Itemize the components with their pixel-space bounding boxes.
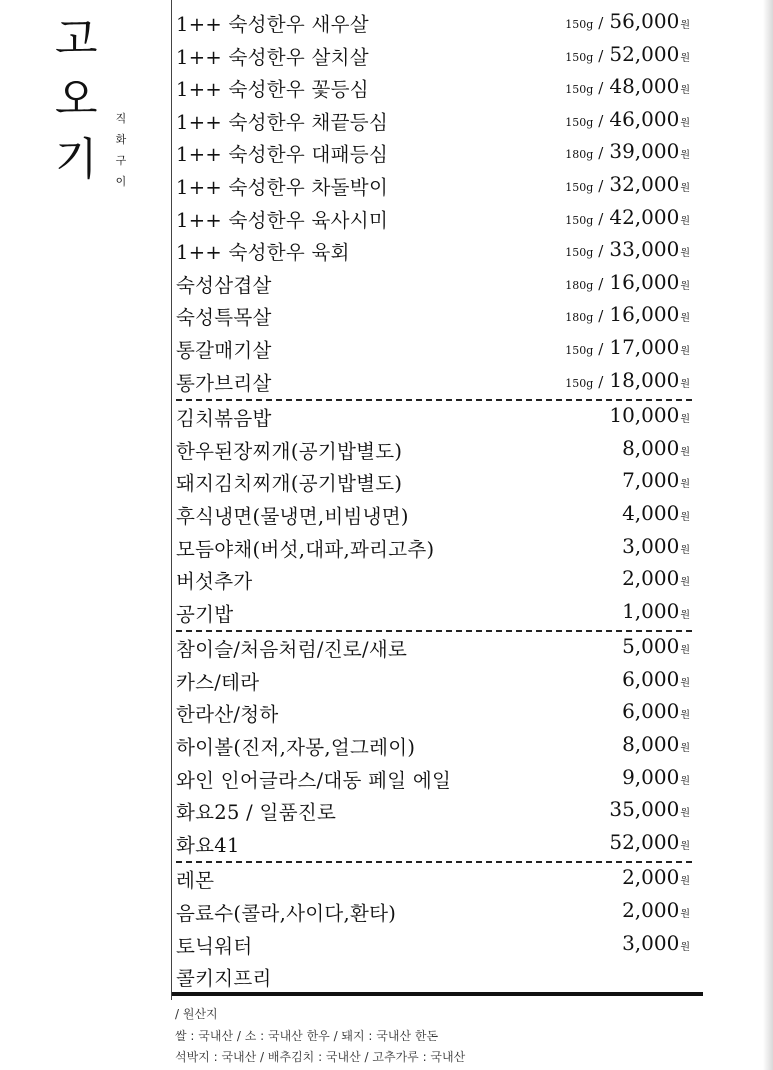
menu-item xyxy=(176,7,692,40)
menu-item-price-box xyxy=(565,139,690,163)
menu-item-price: 2,000 xyxy=(622,865,680,890)
currency-unit: 원 xyxy=(680,85,690,97)
subtitle-char: 이 xyxy=(115,175,127,188)
menu-item xyxy=(176,170,692,203)
menu-item-price: 5,000 xyxy=(622,634,680,659)
origin-heading: / 원산지 xyxy=(175,1007,218,1021)
menu-item-price-box xyxy=(565,335,690,359)
menu-item xyxy=(176,896,692,929)
currency-unit: 원 xyxy=(680,876,690,888)
origin-info xyxy=(175,1004,735,1069)
menu-item xyxy=(176,434,692,467)
menu-item-price: 17,000 xyxy=(609,334,680,359)
menu-item xyxy=(176,105,692,138)
menu-section xyxy=(176,7,692,398)
weight-separator: / xyxy=(598,274,604,293)
menu-item-name: 후식냉면(물냉면,비빔냉면) xyxy=(176,504,409,528)
menu-item-name: 와인 인어글라스/대동 페일 에일 xyxy=(176,768,452,792)
currency-unit: 원 xyxy=(680,544,690,556)
menu-item-price: 52,000 xyxy=(609,41,680,66)
menu-item-price-box xyxy=(622,732,690,756)
menu-item-name: 1++ 숙성한우 육회 xyxy=(176,241,350,265)
menu-item-price-box xyxy=(622,898,690,922)
menu-item-name: 모듬야채(버섯,대파,꽈리고추) xyxy=(176,537,435,561)
menu-item-weight: 150g xyxy=(565,18,594,31)
menu-item-price-box xyxy=(609,830,690,854)
menu-item xyxy=(176,597,692,630)
menu-item-name: 토닉워터 xyxy=(176,934,253,958)
menu-item-name: 숙성특목살 xyxy=(176,306,272,330)
currency-unit: 원 xyxy=(680,743,690,755)
menu-item xyxy=(176,268,692,301)
title-char: 기 xyxy=(55,134,98,185)
currency-unit: 원 xyxy=(680,280,690,292)
menu-item-price: 52,000 xyxy=(609,829,680,854)
menu-item-weight: 150g xyxy=(565,343,594,357)
menu-section xyxy=(176,863,692,993)
menu-item-name: 김치볶음밥 xyxy=(176,407,272,431)
menu-item-name: 돼지김치찌개(공기밥별도) xyxy=(176,472,403,496)
menu-item-price: 2,000 xyxy=(622,898,680,923)
currency-unit: 원 xyxy=(680,808,690,820)
menu-item xyxy=(176,828,692,861)
footer-divider xyxy=(172,992,703,996)
menu-item xyxy=(176,300,692,333)
restaurant-title xyxy=(55,10,105,190)
vertical-divider xyxy=(171,0,172,1000)
weight-separator: / xyxy=(598,46,604,65)
menu-item xyxy=(176,401,692,434)
menu-item-price: 6,000 xyxy=(622,699,680,724)
menu-item xyxy=(176,235,692,268)
menu-item-price-box xyxy=(622,765,690,789)
currency-unit: 원 xyxy=(680,677,690,689)
menu-item xyxy=(176,697,692,730)
currency-unit: 원 xyxy=(680,941,690,953)
menu-item-price-box xyxy=(622,865,690,889)
menu-item-name: 음료수(콜라,사이다,환타) xyxy=(176,902,397,926)
menu-item-name: 통갈매기살 xyxy=(176,338,272,362)
menu-item-price: 32,000 xyxy=(609,171,680,196)
menu-item-weight: 150g xyxy=(565,83,594,97)
menu-item-price: 9,000 xyxy=(622,764,680,789)
currency-unit: 원 xyxy=(680,414,690,426)
menu-item-price: 46,000 xyxy=(609,106,680,131)
menu-item-name: 1++ 숙성한우 채끝등심 xyxy=(176,110,389,134)
weight-separator: / xyxy=(598,144,604,163)
menu-item-price: 2,000 xyxy=(622,566,680,591)
currency-unit: 원 xyxy=(680,577,690,589)
menu-item xyxy=(176,863,692,896)
menu-item xyxy=(176,466,692,499)
weight-separator: / xyxy=(598,14,604,32)
currency-unit: 원 xyxy=(680,215,690,227)
menu-item-name: 한라산/청하 xyxy=(176,703,279,727)
menu-item xyxy=(176,499,692,532)
menu-item xyxy=(176,795,692,828)
subtitle-char: 화 xyxy=(115,133,127,146)
menu-item-price-box xyxy=(565,270,690,294)
menu-item-price-box xyxy=(565,107,690,131)
menu-item xyxy=(176,929,692,962)
menu-item-price: 1,000 xyxy=(622,598,680,623)
menu-item-price: 16,000 xyxy=(609,269,680,294)
menu-list xyxy=(176,7,692,994)
title-char: 오 xyxy=(55,74,98,125)
menu-section xyxy=(176,632,692,860)
currency-unit: 원 xyxy=(680,909,690,921)
currency-unit: 원 xyxy=(680,182,690,194)
menu-item-price-box xyxy=(622,931,690,955)
currency-unit: 원 xyxy=(680,840,690,852)
menu-item-price-box xyxy=(565,42,690,66)
menu-item-name: 한우된장찌개(공기밥별도) xyxy=(176,439,403,463)
weight-separator: / xyxy=(598,242,604,261)
subtitle-char: 직 xyxy=(115,112,127,125)
menu-item-weight: 150g xyxy=(565,50,594,64)
menu-item-price: 18,000 xyxy=(609,367,680,392)
menu-item-price-box xyxy=(565,302,690,326)
weight-separator: / xyxy=(598,372,604,391)
menu-item-name: 화요25 / 일품진로 xyxy=(176,801,337,825)
menu-item-price-box xyxy=(609,797,690,821)
menu-item-price: 3,000 xyxy=(622,533,680,558)
menu-item-weight: 180g xyxy=(565,278,594,292)
menu-item-price-box xyxy=(565,237,690,261)
menu-item-price: 39,000 xyxy=(609,139,680,164)
menu-item-name: 카스/테라 xyxy=(176,670,260,694)
title-char: 고 xyxy=(55,14,98,65)
menu-item-price: 42,000 xyxy=(609,204,680,229)
menu-item-price: 7,000 xyxy=(622,468,680,493)
menu-item xyxy=(176,40,692,73)
menu-item-name: 통가브리살 xyxy=(176,371,272,395)
currency-unit: 원 xyxy=(680,378,690,390)
menu-item-price-box xyxy=(622,599,690,623)
currency-unit: 원 xyxy=(680,52,690,64)
menu-item xyxy=(176,72,692,105)
menu-item-price-box xyxy=(622,566,690,590)
menu-item-price-box xyxy=(622,667,690,691)
menu-item-name: 1++ 숙성한우 살치살 xyxy=(176,45,369,69)
currency-unit: 원 xyxy=(680,117,690,129)
restaurant-subtitle xyxy=(113,108,129,192)
page-edge-shadow xyxy=(763,0,773,1070)
currency-unit: 원 xyxy=(680,248,690,260)
menu-item-price-box xyxy=(622,634,690,658)
menu-item xyxy=(176,203,692,236)
menu-item-price: 56,000 xyxy=(609,9,680,33)
menu-item-price-box xyxy=(565,205,690,229)
menu-item-price: 6,000 xyxy=(622,666,680,691)
origin-line: 쌀 : 국내산 / 소 : 국내산 한우 / 돼지 : 국내산 한돈 xyxy=(175,1028,439,1043)
menu-item-weight: 150g xyxy=(565,376,594,390)
weight-separator: / xyxy=(598,176,604,195)
menu-item xyxy=(176,961,692,994)
menu-item-weight: 150g xyxy=(565,246,594,260)
menu-item-price-box xyxy=(565,172,690,196)
menu-item-price-box xyxy=(622,534,690,558)
menu-item-price-box xyxy=(565,9,690,33)
menu-section xyxy=(176,401,692,629)
menu-item xyxy=(176,632,692,665)
menu-item-price-box xyxy=(565,368,690,392)
currency-unit: 원 xyxy=(680,609,690,621)
menu-item-price: 8,000 xyxy=(622,732,680,757)
menu-item-weight: 150g xyxy=(565,213,594,227)
menu-item-price-box xyxy=(609,403,690,427)
menu-item-name: 공기밥 xyxy=(176,602,234,626)
menu-item-weight: 180g xyxy=(565,148,594,162)
menu-item-name: 버섯추가 xyxy=(176,570,253,594)
menu-item-name: 1++ 숙성한우 차돌박이 xyxy=(176,175,389,199)
currency-unit: 원 xyxy=(680,446,690,458)
subtitle-char: 구 xyxy=(115,154,127,167)
menu-item xyxy=(176,137,692,170)
menu-item xyxy=(176,763,692,796)
currency-unit: 원 xyxy=(680,645,690,657)
menu-item xyxy=(176,730,692,763)
menu-item-price: 4,000 xyxy=(622,500,680,525)
currency-unit: 원 xyxy=(680,511,690,523)
weight-separator: / xyxy=(598,79,604,98)
currency-unit: 원 xyxy=(680,20,690,31)
currency-unit: 원 xyxy=(680,150,690,162)
menu-item-price: 48,000 xyxy=(609,74,680,99)
menu-item xyxy=(176,564,692,597)
menu-item-price-box xyxy=(622,699,690,723)
menu-item-price-box xyxy=(622,436,690,460)
menu-item-name: 1++ 숙성한우 대패등심 xyxy=(176,143,389,167)
menu-item xyxy=(176,665,692,698)
menu-item-name: 숙성삼겹살 xyxy=(176,273,272,297)
weight-separator: / xyxy=(598,339,604,358)
menu-item-price: 33,000 xyxy=(609,237,680,262)
weight-separator: / xyxy=(598,111,604,130)
menu-item-price: 3,000 xyxy=(622,930,680,955)
menu-item-name: 콜키지프리 xyxy=(176,967,272,991)
menu-item-price-box xyxy=(565,74,690,98)
menu-item xyxy=(176,333,692,366)
currency-unit: 원 xyxy=(680,775,690,787)
weight-separator: / xyxy=(598,209,604,228)
menu-item xyxy=(176,366,692,399)
weight-separator: / xyxy=(598,307,604,326)
origin-line: 석박지 : 국내산 / 배추김치 : 국내산 / 고추가루 : 국내산 xyxy=(175,1050,466,1064)
menu-item-name: 레몬 xyxy=(176,869,215,893)
menu-item-name: 참이슬/처음처럼/진로/새로 xyxy=(176,638,408,662)
menu-item-weight: 150g xyxy=(565,180,594,194)
menu-item-price: 10,000 xyxy=(609,403,680,428)
menu-item-name: 1++ 숙성한우 육사시미 xyxy=(176,208,389,232)
currency-unit: 원 xyxy=(680,345,690,357)
menu-item xyxy=(176,532,692,565)
menu-item-weight: 180g xyxy=(565,311,594,325)
menu-item-name: 1++ 숙성한우 새우살 xyxy=(176,13,369,36)
menu-item-name: 화요41 xyxy=(176,833,240,857)
menu-item-price-box xyxy=(622,501,690,525)
menu-item-price-box xyxy=(622,468,690,492)
currency-unit: 원 xyxy=(680,479,690,491)
menu-item-weight: 150g xyxy=(565,115,594,129)
menu-item-price: 35,000 xyxy=(609,797,680,822)
menu-item-name: 1++ 숙성한우 꽃등심 xyxy=(176,78,369,102)
currency-unit: 원 xyxy=(680,710,690,722)
menu-item-name: 하이볼(진저,자몽,얼그레이) xyxy=(176,736,416,760)
menu-item-price: 8,000 xyxy=(622,435,680,460)
currency-unit: 원 xyxy=(680,313,690,325)
menu-item-price: 16,000 xyxy=(609,302,680,327)
